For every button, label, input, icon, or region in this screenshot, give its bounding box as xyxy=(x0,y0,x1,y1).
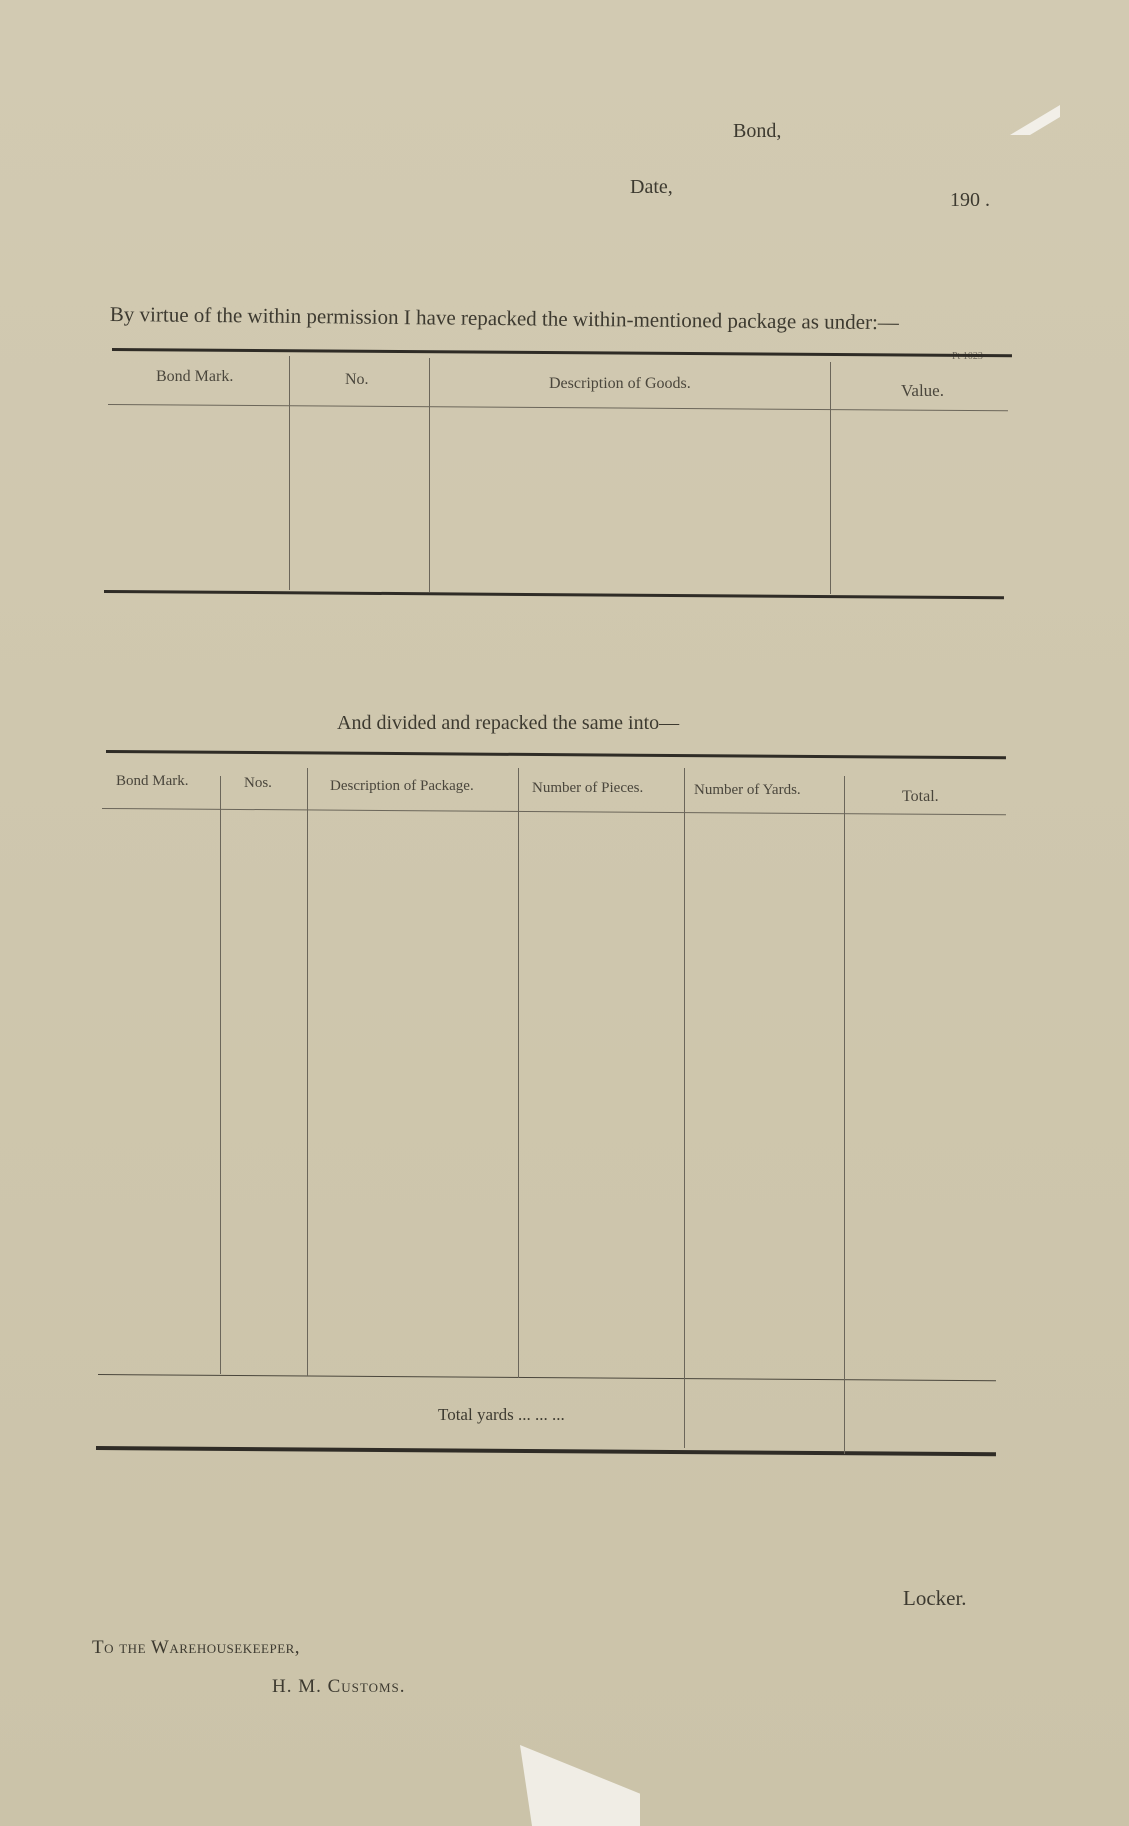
locker-label: Locker. xyxy=(903,1586,967,1610)
table1-header-description: Description of Goods. xyxy=(549,375,691,392)
table1-col-divider xyxy=(830,362,831,594)
table2-col-divider xyxy=(518,768,519,1378)
addressee: To the Warehousekeeper, xyxy=(92,1637,301,1658)
torn-paper-corner xyxy=(520,1745,640,1826)
table2-header-description: Description of Package. xyxy=(330,778,474,794)
table1-header-rule xyxy=(108,404,1008,411)
table1-top-rule xyxy=(112,348,1012,357)
table2-header-nos: Nos. xyxy=(244,775,272,791)
table2-bottom-rule xyxy=(96,1446,996,1456)
table2-header-bond-mark: Bond Mark. xyxy=(116,773,189,789)
bond-label: Bond, xyxy=(733,120,782,142)
table2-col-divider xyxy=(307,768,308,1376)
table2-header-yards: Number of Yards. xyxy=(694,782,801,798)
total-yards-label: Total yards ... ... ... xyxy=(438,1405,565,1424)
table2-total-rule xyxy=(98,1374,996,1381)
table1-header-value: Value. xyxy=(901,381,944,400)
table2-header-total: Total. xyxy=(902,788,939,805)
table1-header-no: No. xyxy=(345,371,369,388)
table1-bottom-rule xyxy=(104,590,1004,599)
table2-col-divider xyxy=(844,776,845,1454)
divided-statement: And divided and repacked the same into— xyxy=(337,712,680,734)
table2-col-divider xyxy=(220,776,221,1374)
torn-paper-fleck xyxy=(1010,105,1060,135)
table2-header-pieces: Number of Pieces. xyxy=(532,780,644,796)
table2-top-rule xyxy=(106,750,1006,759)
table2-header-rule xyxy=(102,808,1006,815)
date-label: Date, xyxy=(630,176,673,198)
intro-statement: By virtue of the within permission I have repacked the within-mentioned package as under:— xyxy=(109,302,899,335)
table1-col-divider xyxy=(429,358,430,592)
year-label: 190 . xyxy=(950,189,990,211)
table2-col-divider xyxy=(684,768,685,1448)
table1-col-divider xyxy=(289,356,290,590)
table1-header-bond-mark: Bond Mark. xyxy=(156,368,234,385)
addressee-office: H. M. Customs. xyxy=(272,1676,406,1697)
